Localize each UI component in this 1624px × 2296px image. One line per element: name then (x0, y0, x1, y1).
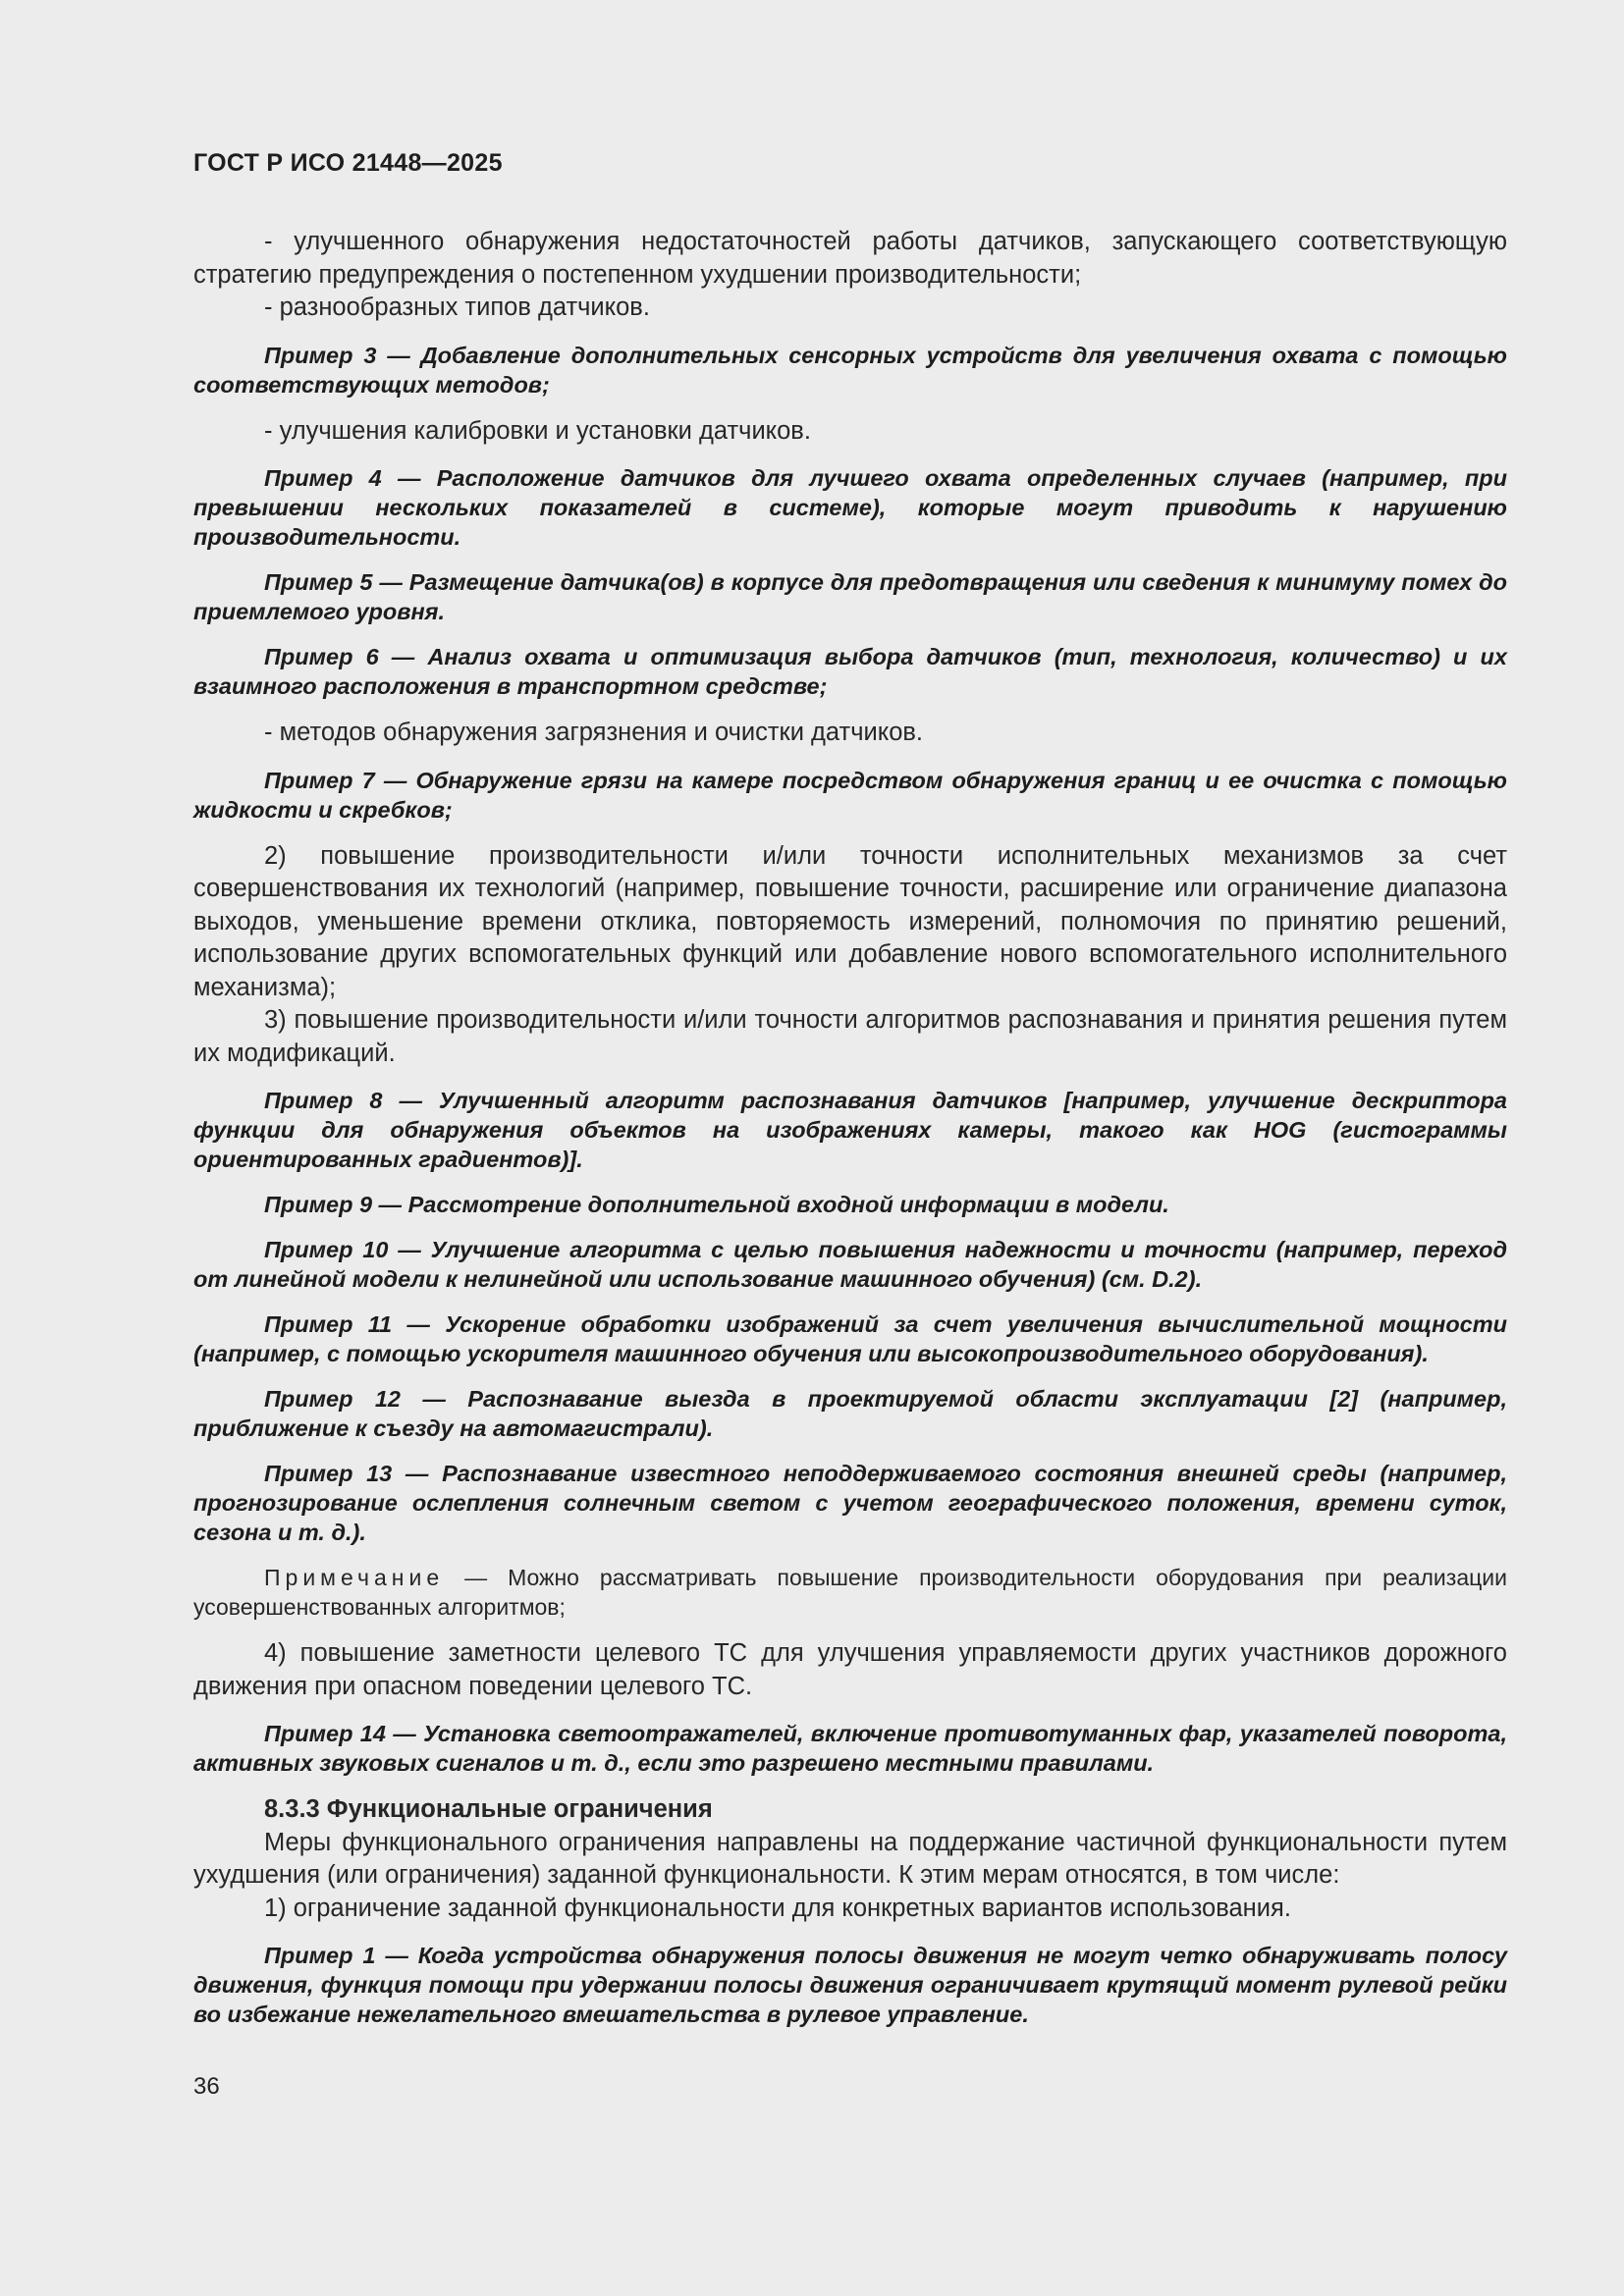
numbered-paragraph: 3) повышение производительности и/или точности алгоритмов распознавания и принятия решения путем их модификаций. (193, 1006, 1507, 1067)
note-paragraph (193, 1563, 1507, 1622)
example-paragraph: Пример 12 — Распознавание выезда в проектируемой области эксплуатации [2] (например, приближение к съезду на автомагистрали). (193, 1386, 1507, 1441)
numbered-paragraph: 2) повышение производительности и/или точности исполнительных механизмов за счет совершенствования их технологий (например, повышение точности, расширение или ограничение диапазона выходов, уменьшение времени отклика, повторяемость измерений, полномочия по принятию решений, использование других вспомогательных функций или добавление нового вспомогательного исполнительного механизма); (193, 841, 1507, 1001)
body-paragraph: Меры функционального ограничения направлены на поддержание частичной функциональности путем ухудшения (или ограничения) заданной функциональности. К этим мерам относятся, в том числе: (193, 1828, 1507, 1889)
example-paragraph: Пример 5 — Размещение датчика(ов) в корпусе для предотвращения или сведения к минимуму помех до приемлемого уровня. (193, 569, 1507, 624)
page-content (193, 226, 1507, 2029)
numbered-paragraph: 4) повышение заметности целевого ТС для улучшения управляемости других участников дорожного движения при опасном поведении целевого ТС. (193, 1639, 1507, 1700)
list-item: - разнообразных типов датчиков. (264, 294, 650, 321)
numbered-paragraph: 1) ограничение заданной функциональности для конкретных вариантов использования. (264, 1894, 1291, 1922)
list-item: - методов обнаружения загрязнения и очистки датчиков. (264, 719, 924, 746)
example-paragraph: Пример 10 — Улучшение алгоритма с целью повышения надежности и точности (например, переход от линейной модели к нелинейной или использование машинного обучения) (см. D.2). (193, 1237, 1507, 1292)
section-heading: 8.3.3 Функциональные ограничения (264, 1795, 713, 1823)
note-text: — Можно рассматривать повышение производительности оборудования при реализации усовершенствованных алгоритмов; (193, 1565, 1507, 1620)
example-paragraph: Пример 1 — Когда устройства обнаружения полосы движения не могут четко обнаруживать полосу движения, функция помощи при удержании полосы движения ограничивает крутящий момент рулевой рейки во избежание нежелательного вмешательства в рулевое управление. (193, 1943, 1507, 2027)
page-number: 36 (193, 2073, 220, 2100)
list-item: - улучшенного обнаружения недостаточностей работы датчиков, запускающего соответствующую стратегию предупреждения о постепенном ухудшении производительности; (193, 228, 1507, 289)
example-paragraph: Пример 3 — Добавление дополнительных сенсорных устройств для увеличения охвата с помощью соответствующих методов; (193, 342, 1507, 398)
note-label: Примечание (264, 1565, 445, 1590)
example-paragraph: Пример 4 — Расположение датчиков для лучшего охвата определенных случаев (например, при превышении нескольких показателей в системе), которые могут приводить к нарушению производительности. (193, 465, 1507, 550)
example-paragraph: Пример 6 — Анализ охвата и оптимизация выбора датчиков (тип, технология, количество) и их взаимного расположения в транспортном средстве; (193, 644, 1507, 699)
example-paragraph: Пример 11 — Ускорение обработки изображений за счет увеличения вычислительной мощности (например, с помощью ускорителя машинного обучения или высокопроизводительного оборудования). (193, 1311, 1507, 1366)
example-paragraph: Пример 8 — Улучшенный алгоритм распознавания датчиков [например, улучшение дескриптора функции для обнаружения объектов на изображениях камеры, такого как HOG (гистограммы ориентированных градиентов)]. (193, 1088, 1507, 1172)
example-paragraph: Пример 7 — Обнаружение грязи на камере посредством обнаружения границ и ее очистка с помощью жидкости и скребков; (193, 767, 1507, 823)
example-paragraph: Пример 13 — Распознавание известного неподдерживаемого состояния внешней среды (например, прогнозирование ослепления солнечным светом с учетом географического положения, времени суток, сезона и т. д.). (193, 1461, 1507, 1545)
document-code-header: ГОСТ Р ИСО 21448—2025 (193, 149, 503, 177)
example-paragraph: Пример 9 — Рассмотрение дополнительной входной информации в модели. (264, 1192, 1169, 1217)
example-paragraph: Пример 14 — Установка светоотражателей, включение противотуманных фар, указателей поворота, активных звуковых сигналов и т. д., если это разрешено местными правилами. (193, 1721, 1507, 1776)
list-item: - улучшения калибровки и установки датчиков. (264, 416, 811, 445)
